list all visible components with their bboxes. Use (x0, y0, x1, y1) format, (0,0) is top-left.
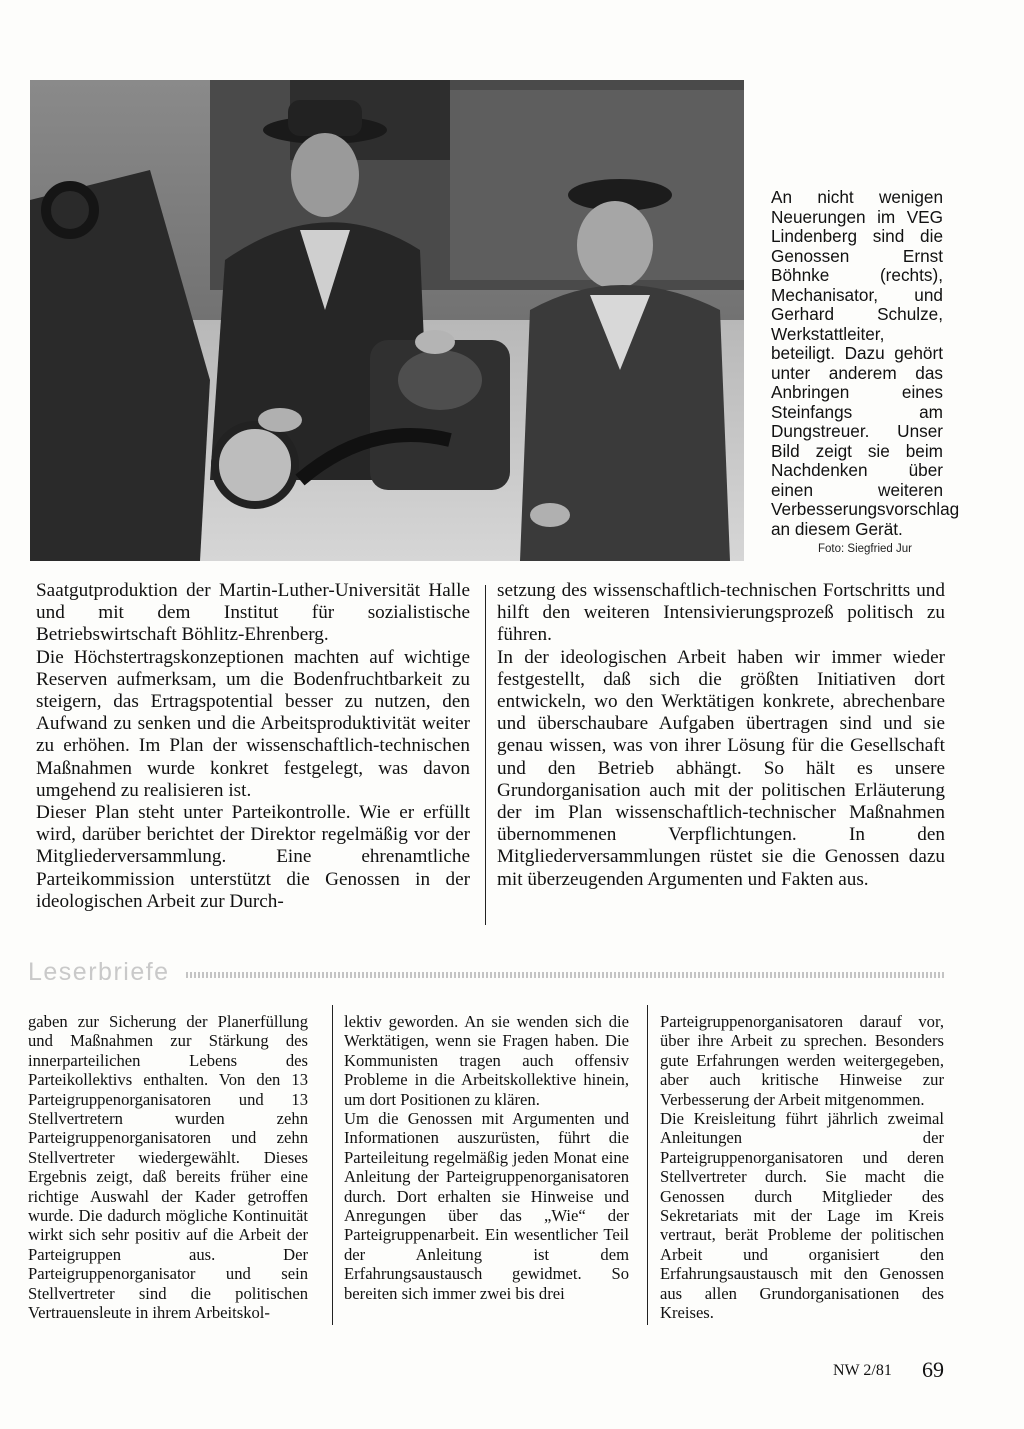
photo-caption: An nicht wenigen Neuerungen im VEG Lindenberg sind die Genossen Ernst Böhnke (rechts), Mechanisator, und Gerhard Schulze, Werkstattleiter, beteiligt. Dazu gehört unter anderem das Anbringen eines Steinfangs am Dungstreuer. Unser Bild zeigt sie beim Nachdenken über einen weiteren Verbesserungsvorschlag an diesem Gerät. (771, 187, 960, 539)
article-column-right (497, 580, 945, 891)
letters-column-2 (344, 1012, 629, 1303)
column-divider (647, 1005, 648, 1325)
paragraph: lektiv geworden. An sie wenden sich die Werktätigen, wenn sie Fragen haben. Die Kommunisten tragen auch offensiv Probleme in die Arbeitskollektive hinein, um dort Positionen zu klären. (344, 1012, 629, 1109)
paragraph: Die Höchstertragskonzeptionen machten auf wichtige Reserven aufmerksam, um die Bodenfruchtbarkeit zu steigern, das Ertragspotential besser zu nutzen, den Aufwand zu senken und die Arbeitsproduktivität weiter zu erhöhen. Im Plan der wissenschaftlich-technischen Maßnahmen wurde konkret festgelegt, was davon umgehend zu realisieren ist. (36, 646, 470, 801)
paragraph: setzung des wissenschaftlich-technischen Fortschritts und hilft den weiteren Intensivierungsprozeß politisch zu führen. (497, 580, 945, 646)
photo-image (30, 80, 744, 561)
paragraph: Die Kreisleitung führt jährlich zweimal Anleitungen der Parteigruppenorganisatoren und deren Stellvertreter durch. Sie macht die Genossen durch Mitglieder des Sekretariats mit der Lage im Kreis vertraut, berät Probleme der politischen Arbeit und organisiert den Erfahrungsaustausch mit den Genossen aus allen Grundorganisationen des Kreises. (660, 1109, 944, 1323)
page-number: 69 (922, 1357, 944, 1382)
paragraph: gaben zur Sicherung der Planerfüllung und Maßnahmen zur Stärkung des innerparteilichen Lebens des Parteikollektivs enthalten. Von den 13 Parteigruppenorganisatoren und 13 Stellvertretern wurden zehn Parteigruppenorganisatoren und zehn Stellvertreter wiedergewählt. Dieses Ergebnis zeigt, daß bereits früher eine richtige Auswahl der Kader getroffen wurde. Die dadurch mögliche Kontinuität wirkt sich sehr positiv auf die Arbeit der Parteigruppen aus. Der Parteigruppenorganisator und sein Stellvertreter sind die politischen Vertrauensleute in ihrem Arbeitskol- (28, 1012, 308, 1323)
column-divider (485, 585, 486, 925)
section-heading: Leserbriefe (28, 958, 170, 986)
paragraph: Um die Genossen mit Argumenten und Informationen auszurüsten, führt die Parteileitung regelmäßig jeden Monat eine Anleitung der Parteigruppenorganisatoren durch. Dort erhalten sie Hinweise und Anregungen über das „Wie“ der Parteigruppenarbeit. Ein wesentlicher Teil der Anleitung ist dem Erfahrungsaustausch gewidmet. So bereiten sich immer zwei bis drei (344, 1109, 629, 1303)
paragraph: Saatgutproduktion der Martin-Luther-Universität Halle und mit dem Institut für sozialistische Betriebswirtschaft Böhlitz-Ehrenberg. (36, 580, 470, 646)
article-column-left (36, 580, 470, 913)
section-rule (186, 972, 944, 978)
photo-credit: Foto: Siegfried Jur (818, 543, 912, 555)
paragraph: In der ideologischen Arbeit haben wir immer wieder festgestellt, daß sich die größten Initiativen dort entwickeln, wo den Werktätigen konkrete, abrechenbare und überschaubare Aufgaben übertragen sind und sie genau wissen, was von ihrer Lösung für die Gesellschaft und den Betrieb abhängt. So hält es unsere Grundorganisation auch mit der politischen Erläuterung der im Plan wissenschaftlich-technischer Maßnahmen übernommenen Verpflichtungen. In den Mitgliederversammlungen rüstet sie die Genossen dazu mit überzeugenden Argumenten und Fakten aus. (497, 646, 945, 890)
letters-column-1 (28, 1012, 308, 1323)
article-photo (30, 80, 744, 561)
paragraph: Dieser Plan steht unter Parteikontrolle. Wie er erfüllt wird, darüber berichtet der Direktor regelmäßig vor der Mitgliederversammlung. Eine ehrenamtliche Parteikommission unterstützt die Genossen in der ideologischen Arbeit zur Durch- (36, 802, 470, 912)
issue-label: NW 2/81 (833, 1362, 892, 1379)
letters-column-3 (660, 1012, 944, 1323)
paragraph: Parteigruppenorganisatoren darauf vor, über ihre Arbeit zu sprechen. Besonders gute Erfahrungen werden weitergegeben, aber auch kritische Hinweise zur Verbesserung der Arbeit mitgenommen. (660, 1012, 944, 1109)
column-divider (332, 1005, 333, 1325)
